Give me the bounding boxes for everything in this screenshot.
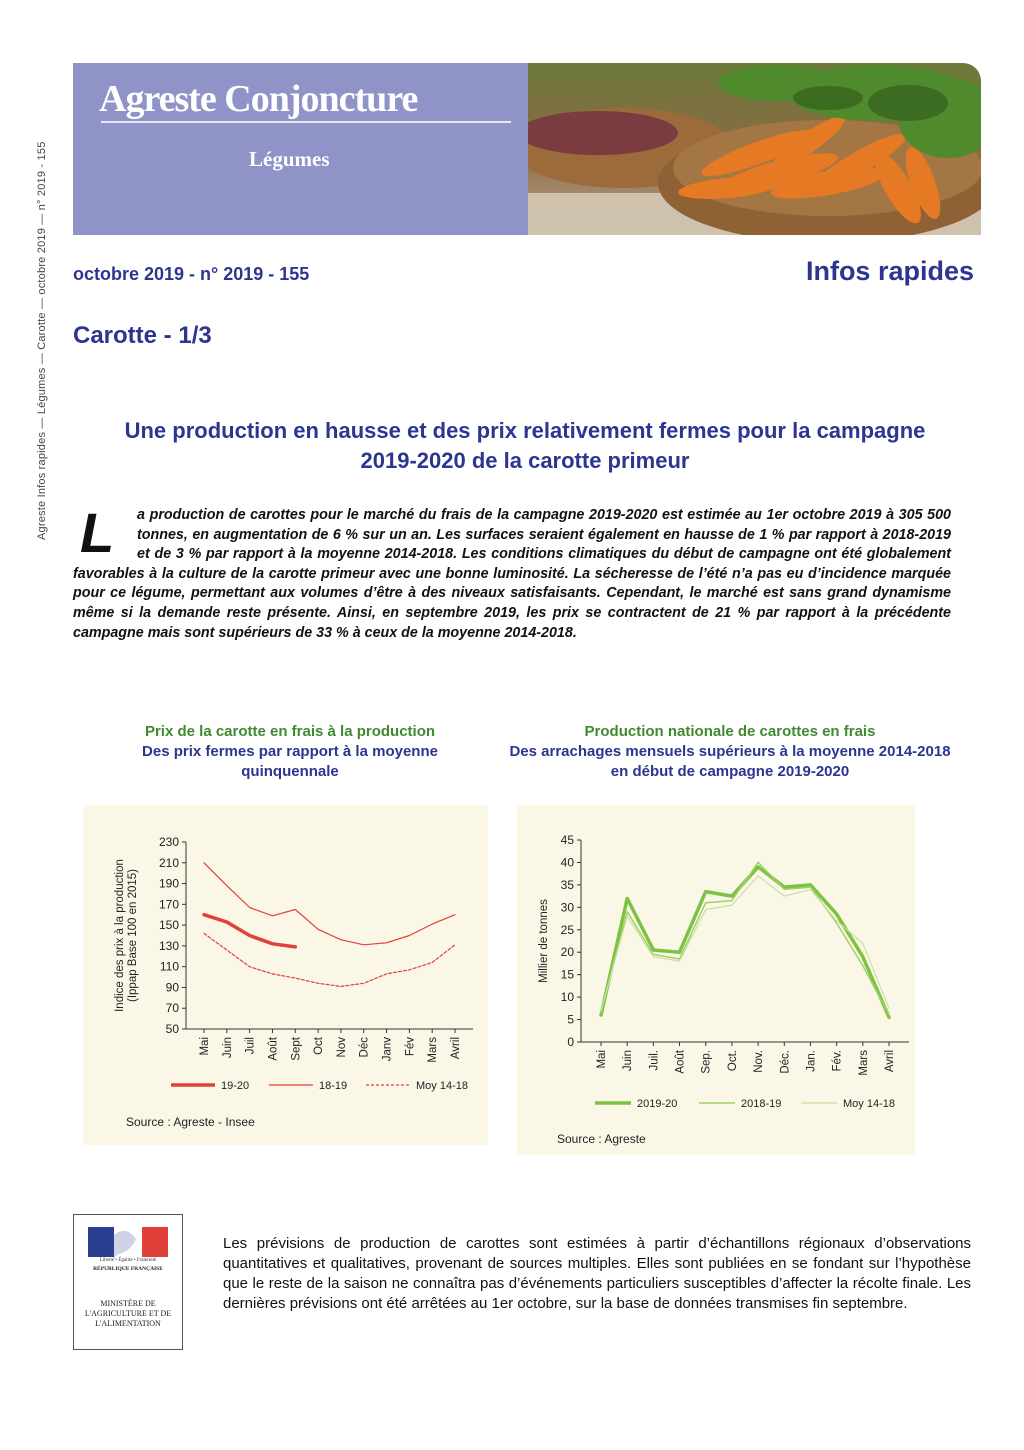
x-tick-label: Août (267, 1037, 280, 1061)
x-tick-label: Mai (199, 1037, 211, 1056)
x-tick-label: Mars (427, 1037, 440, 1063)
section-title: Carotte - 1/3 (73, 322, 212, 349)
x-tick-label: Mai (596, 1050, 608, 1069)
x-tick-label: Nov (335, 1037, 348, 1058)
y-tick-label: 40 (560, 855, 574, 870)
y-tick-label: 15 (560, 967, 574, 982)
x-tick-label: Juil (244, 1037, 257, 1055)
x-tick-label: Avril (450, 1037, 462, 1060)
x-tick-label: Sept (290, 1037, 303, 1061)
y-axis-label: Millier de tonnes (538, 899, 550, 983)
logo-motto: Liberté • Égalité • Fraternité (99, 1258, 157, 1263)
series-line-Moy 14-18 (601, 876, 889, 1011)
lead-paragraph (73, 506, 951, 643)
y-tick-label: 5 (567, 1012, 574, 1027)
ministry-logo (73, 1214, 183, 1350)
legend-label: 2018-19 (741, 1098, 782, 1110)
x-tick-label: Jan. (805, 1050, 818, 1072)
y-tick-label: 150 (158, 918, 179, 933)
carrots-photo (528, 63, 981, 235)
y-tick-label: 190 (158, 876, 179, 891)
chart2-title (505, 722, 955, 782)
y-axis-label (114, 859, 139, 1012)
x-tick-label: Juin (622, 1050, 635, 1072)
brand-subtitle: Légumes (249, 147, 330, 171)
x-tick-label: Fév. (831, 1050, 844, 1072)
y-tick-label: 50 (165, 1022, 179, 1036)
chart2-source: Source : Agreste (557, 1132, 646, 1146)
chart2-title-line1: Production nationale de carottes en frais (584, 723, 876, 740)
price-chart (83, 805, 488, 1145)
y-tick-label: 10 (560, 990, 574, 1005)
y-tick-label: 70 (165, 1001, 179, 1016)
headline: Une production en hausse et des prix relativement fermes pour la campagne 2019-2020 de la carotte primeur (124, 418, 926, 473)
x-tick-label: Sep. (700, 1050, 713, 1074)
chart2-title-line2: Des arrachages mensuels supérieurs à la moyenne 2014-2018 en début de campagne 2019-2020 (509, 743, 951, 780)
issue-number: octobre 2019 - n° 2019 - 155 (73, 264, 310, 284)
y-tick-label: 170 (158, 897, 179, 912)
y-tick-label: 130 (158, 938, 179, 953)
x-tick-label: Déc (358, 1037, 371, 1058)
brand-divider (101, 121, 511, 123)
legend-label: 19-20 (221, 1080, 250, 1092)
y-tick-label: 20 (560, 945, 574, 960)
x-tick-label: Oct (313, 1037, 326, 1055)
y-tick-label: 210 (158, 855, 179, 870)
x-tick-label: Nov. (753, 1050, 766, 1073)
series-line-19-20 (204, 915, 295, 947)
legend-label: Moy 14-18 (843, 1098, 895, 1110)
side-running-text: Agreste Infos rapides — Légumes — Carotte — octobre 2019 — n° 2019 - 155 (36, 141, 48, 540)
x-tick-label: Juin (221, 1037, 234, 1059)
y-axis-label-line: Indice des prix à la production (114, 859, 126, 1012)
y-tick-label: 30 (560, 900, 574, 915)
y-tick-label: 25 (560, 922, 574, 937)
chart1-title (100, 722, 480, 782)
x-tick-label: Déc. (779, 1050, 792, 1074)
brand-title: Agreste Conjoncture (99, 78, 418, 120)
y-tick-label: 230 (158, 835, 179, 849)
lead-text: a production de carottes pour le marché du frais de la campagne 2019-2020 est estimée au 1er octobre 2019 à 305 500 tonnes, en augmentation de 6 % sur un an. Les surfaces seraient également en hausse de 1 % par rapport à 2018-2019 et de 3 % par rapport à la moyenne 2014-2018. Les conditions climatiques du début de campagne ont été globalement favorables à la culture de la carotte primeur avec une bonne luminosité. La sécheresse de l’été n’a pas eu d’incidence marquée pour ce légume, permettant aux volumes d’être à des niveaux satisfaisants. Cependant, le marché est sans grand dynamisme même si la demande reste présente. Ainsi, en septembre 2019, les prix se contractent de 21 % par rapport à la précédente campagne mais sont supérieurs de 33 % à ceux de la moyenne 2014-2018. (73, 507, 951, 641)
chart1-title-line1: Prix de la carotte en frais à la production (144, 723, 436, 740)
chart1-source: Source : Agreste - Insee (126, 1115, 255, 1129)
y-tick-label: 35 (560, 877, 574, 892)
legend-label: 2019-20 (637, 1098, 678, 1110)
x-tick-label: Fév (404, 1037, 417, 1057)
y-tick-label: 45 (560, 833, 574, 847)
publication-type: Infos rapides (805, 256, 974, 286)
x-tick-label: Juil. (648, 1050, 661, 1071)
x-tick-label: Mars (857, 1050, 870, 1076)
series-line-2018-19 (601, 862, 889, 1015)
y-axis-label-line: (Ippap Base 100 en 2015) (127, 869, 139, 1002)
legend-label: 18-19 (319, 1080, 348, 1092)
logo-ministry-name: MINISTÈRE DE L'AGRICULTURE ET DE L'ALIMENTATION (84, 1299, 172, 1328)
x-tick-label: Janv (381, 1037, 394, 1062)
x-tick-label: Oct. (726, 1050, 739, 1072)
y-tick-label: 110 (159, 959, 179, 974)
banner-title-panel (73, 63, 528, 235)
chart1-panel (83, 805, 488, 1145)
y-tick-label: 90 (165, 980, 179, 995)
header-banner (73, 63, 981, 235)
y-tick-label: 0 (567, 1035, 574, 1049)
production-chart (517, 805, 915, 1155)
legend-label: Moy 14-18 (416, 1080, 468, 1092)
x-tick-label: Avril (884, 1050, 896, 1073)
chart1-title-line2: Des prix fermes par rapport à la moyenne quinquennale (142, 743, 438, 780)
methodology-note: Les prévisions de production de carottes sont estimées à partir d’échantillons régionaux d’observations quantitatives et qualitatives, provenant de sources multiples. Elles sont publiées en se fondant sur l’hypothèse que le reste de la saison ne connaîtra pas d’événements particuliers susceptibles d’affecter la récolte finale. Les dernières prévisions ont été arrêtées au 1er octobre, sur la base de données transmises fin septembre. (223, 1235, 971, 1312)
drop-cap: L (80, 501, 115, 564)
series-line-Moy 14-18 (204, 933, 455, 986)
x-tick-label: Août (674, 1050, 687, 1074)
logo-republic: RÉPUBLIQUE FRANÇAISE (93, 1266, 163, 1272)
chart2-panel (517, 805, 915, 1155)
